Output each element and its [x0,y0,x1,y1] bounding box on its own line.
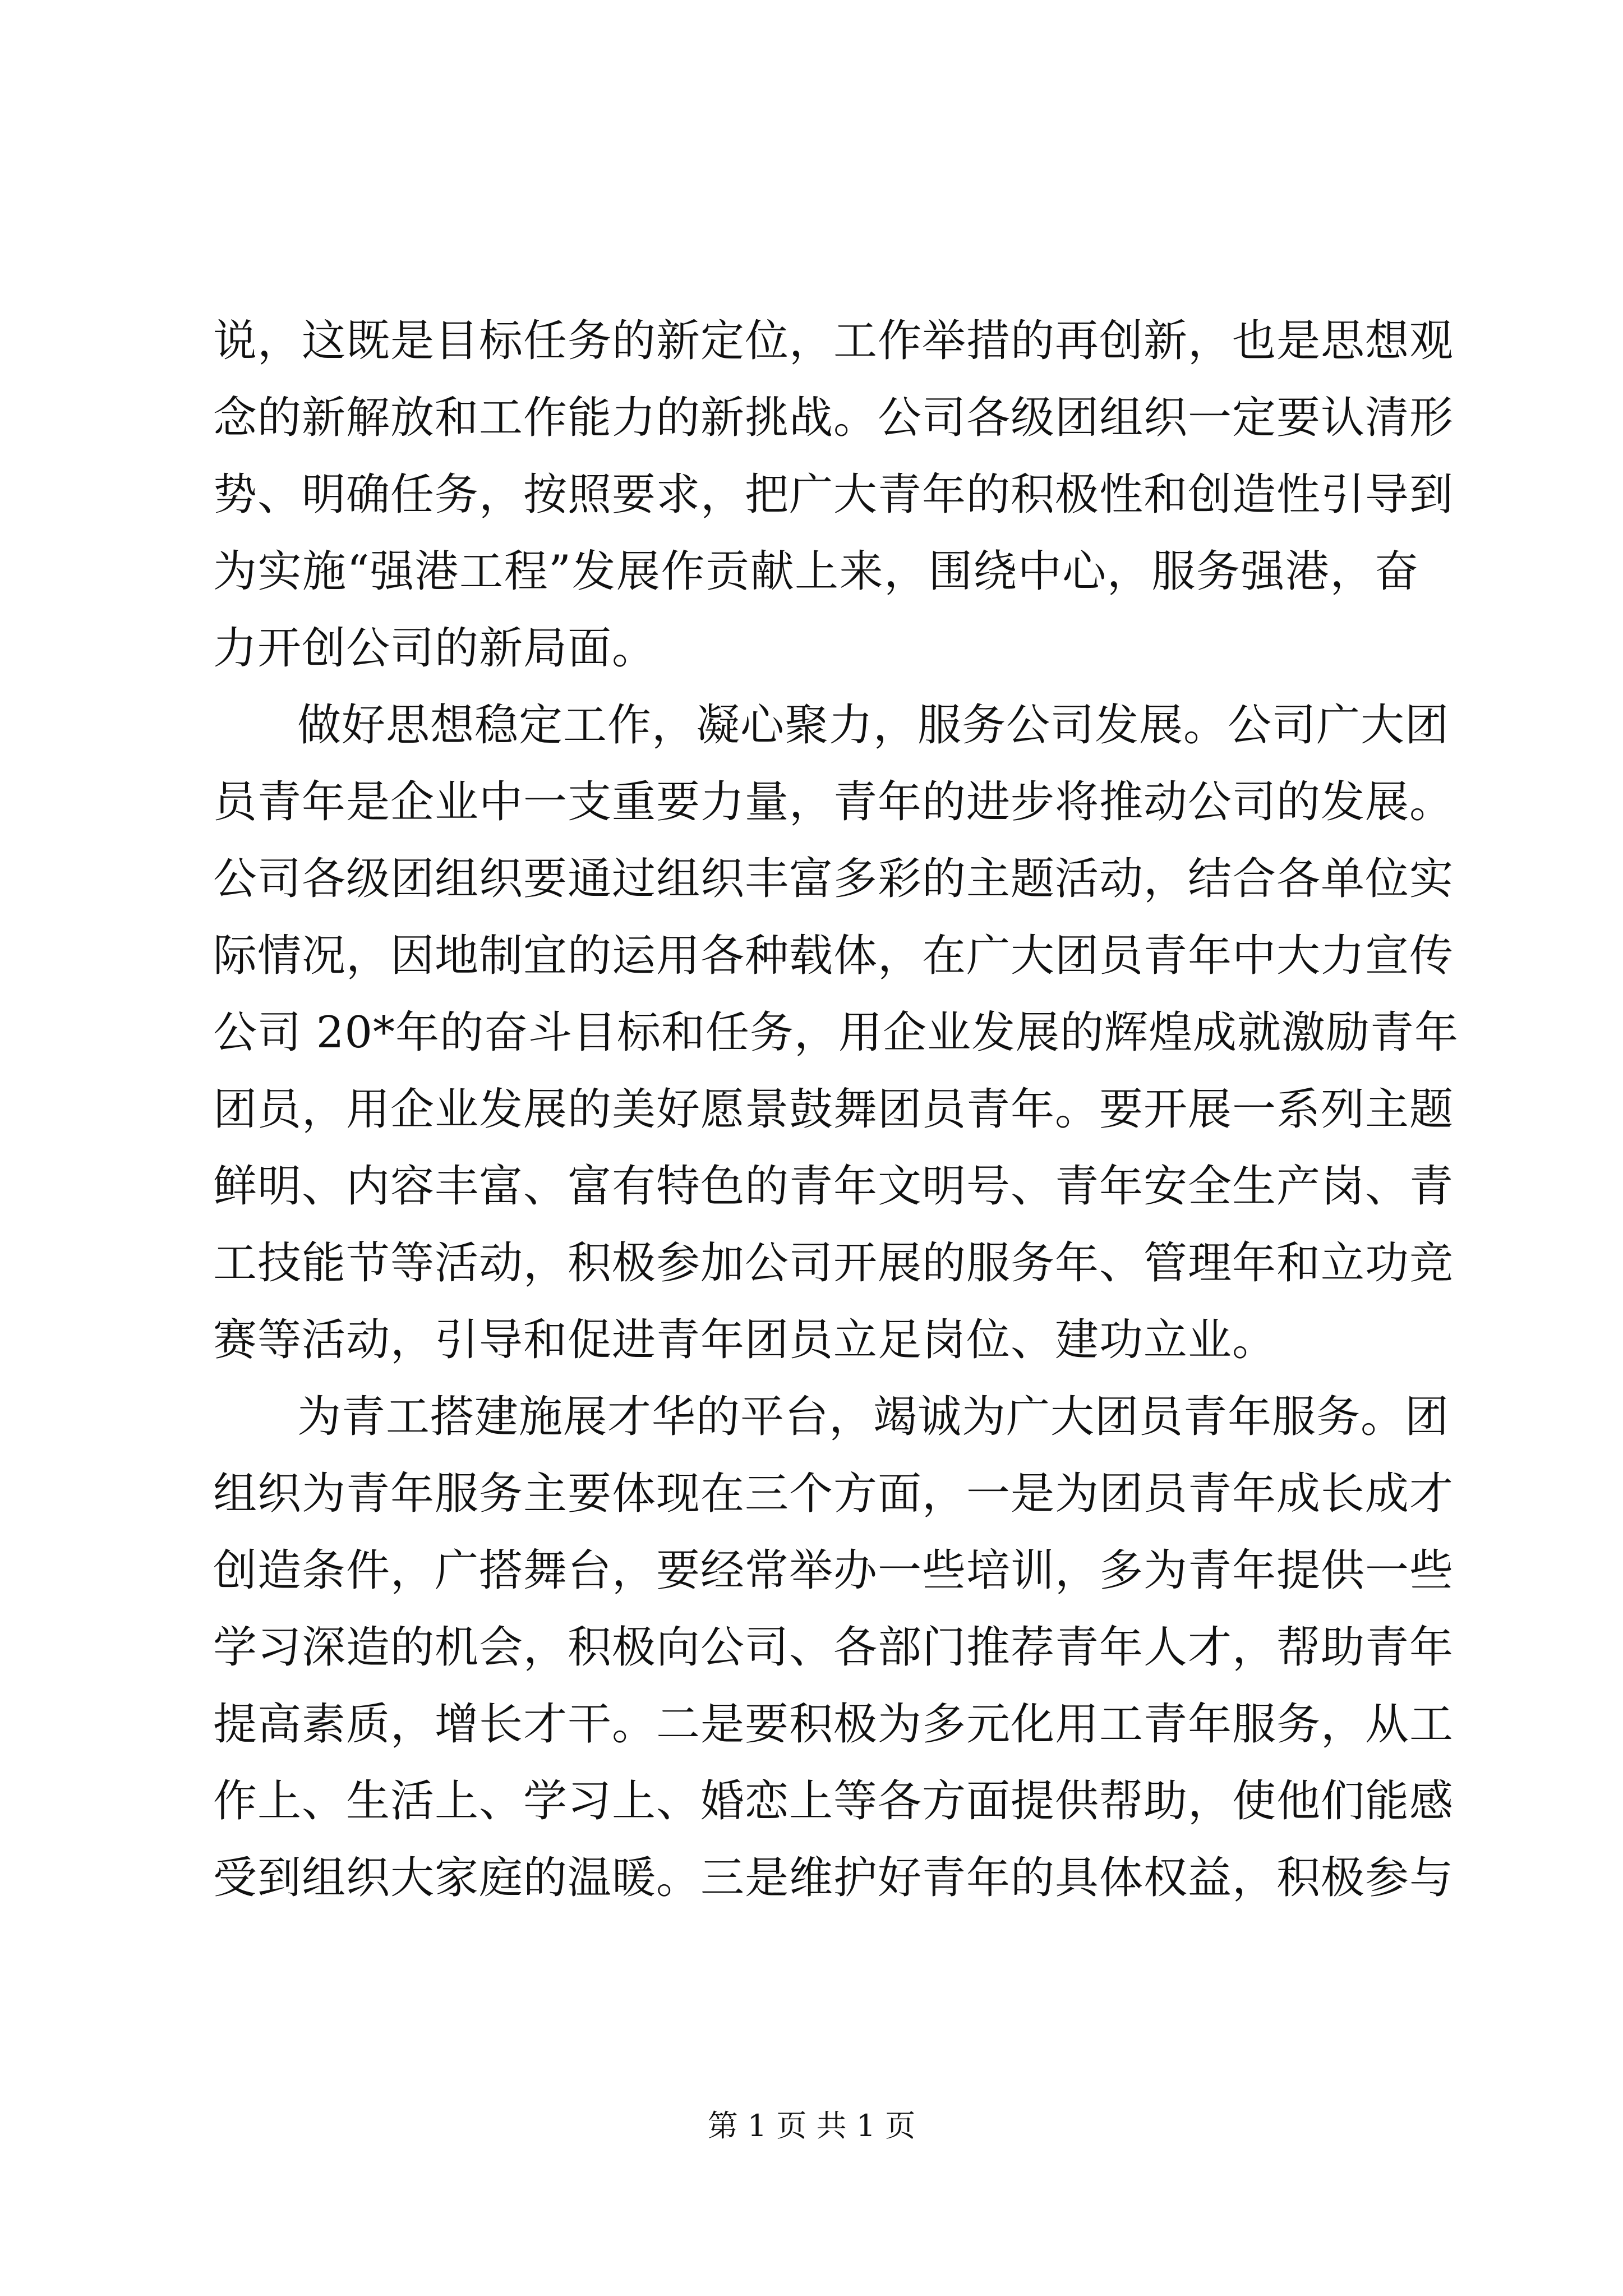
text-line: 力开创公司的新局面。 [213,623,657,674]
page-footer [0,2106,1623,2146]
body-text [213,303,1459,1917]
text-line: 受到组织大家庭的温暖。三是维护好青年的具体权益，积极参与 [213,1853,1454,1903]
page-number: 第 1 页 共 1 页 [707,2108,916,2143]
text-line: 员青年是企业中一支重要力量，青年的进步将推动公司的发展。 [213,777,1454,827]
text-line: 创造条件，广搭舞台，要经常举办一些培训，多为青年提供一些 [213,1545,1454,1596]
text-line: 念的新解放和工作能力的新挑战。公司各级团组织一定要认清形 [213,393,1454,443]
text-line: 鲜明、内容丰富、富有特色的青年文明号、青年安全生产岗、青 [213,1161,1454,1212]
paragraph-first-line: 做好思想稳定工作，凝心聚力，服务公司发展。公司广大团 [297,700,1450,751]
text-line: 公司各级团组织要通过组织丰富多彩的主题活动，结合各单位实 [213,854,1454,904]
text-line: 说，这既是目标任务的新定位，工作举措的再创新，也是思想观 [213,316,1454,366]
text-line: 工技能节等活动，积极参加公司开展的服务年、管理年和立功竞 [213,1238,1454,1289]
text-line: 学习深造的机会，积极向公司、各部门推荐青年人才，帮助青年 [213,1622,1454,1673]
text-line: 赛等活动，引导和促进青年团员立足岗位、建功立业。 [213,1315,1277,1365]
paragraph-first-line: 为青工搭建施展才华的平台，竭诚为广大团员青年服务。团 [297,1392,1450,1442]
text-line: 提高素质，增长才干。二是要积极为多元化用工青年服务，从工 [213,1699,1454,1750]
text-line: 作上、生活上、学习上、婚恋上等各方面提供帮助，使他们能感 [213,1776,1454,1826]
text-line: 势、明确任务，按照要求，把广大青年的积极性和创造性引导到 [213,470,1454,520]
text-line: 为实施“强港工程”发展作贡献上来，围绕中心，服务强港，奋 [213,546,1419,597]
text-line: 际情况，因地制宜的运用各种载体，在广大团员青年中大力宣传 [213,931,1454,981]
text-line: 组织为青年服务主要体现在三个方面，一是为团员青年成长成才 [213,1469,1454,1519]
text-line: 团员，用企业发展的美好愿景鼓舞团员青年。要开展一系列主题 [213,1084,1454,1135]
text-line: 公司 20*年的奋斗目标和任务，用企业发展的辉煌成就激励青年 [213,1007,1459,1058]
